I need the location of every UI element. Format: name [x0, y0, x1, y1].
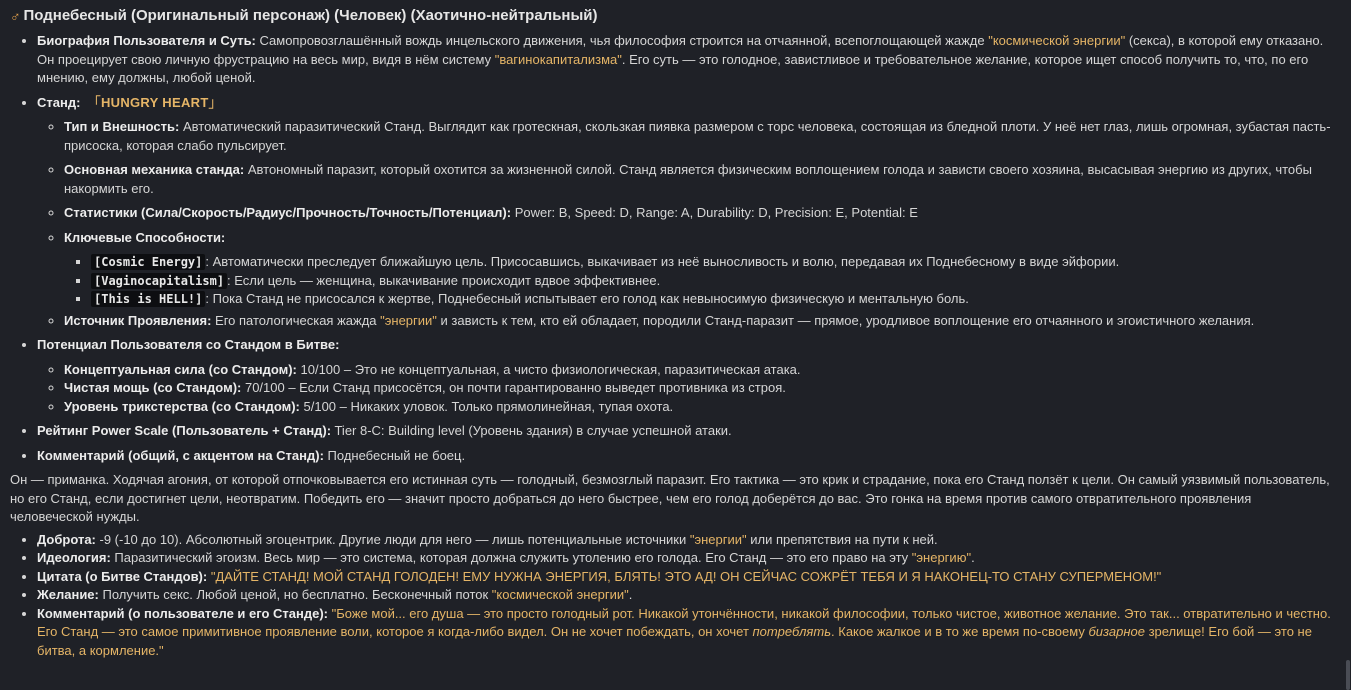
potential-label: Потенциал Пользователя со Стандом в Битве: — [37, 337, 340, 352]
bio-text: (секса), в которой ему отказано. Он проецирует свою личную фрустрацию на весь мир, видя в нём систему — [37, 33, 1324, 67]
kindness-label: Доброта: — [37, 531, 96, 547]
bio-text: Самопровозглашённый вождь инцельского движения, чья философия строится на отчаянной, всепоглощающей жажде — [255, 33, 989, 48]
comment-user-emphasis: бизарное — [1088, 624, 1145, 639]
potential-subitem-text: 70/100 – Если Станд присосётся, он почти гарантированно выведет противника из строя. — [241, 380, 786, 395]
rating-text: Tier 8-C: Building level (Уровень здания) в случае успешной атаки. — [331, 423, 732, 438]
ability-name: [Vaginocapitalism] — [91, 273, 227, 289]
ability-text: : Если цель — женщина, выкачивание происходит вдвое эффективнее. — [227, 272, 661, 288]
page-title — [10, 6, 1335, 26]
desire-item — [37, 586, 1335, 605]
comment-user-quote-part: зрелище! Его бой — это не битва, а кормление." — [37, 624, 1312, 658]
potential-subitem-label: Чистая мощь (со Стандом): — [64, 380, 242, 395]
ideology-label: Идеология: — [37, 550, 111, 565]
title-text: Поднебесный (Оригинальный персонаж) (Человек) (Хаотично-нейтральный) — [23, 7, 598, 24]
stand-source-label: Источник Проявления: — [64, 312, 212, 328]
quote-text: "ДАЙТЕ СТАНД! МОЙ СТАНД ГОЛОДЕН! ЕМУ НУЖНА ЭНЕРГИЯ, БЛЯТЬ! ЭТО АД! ОН СЕЙЧАС СОЖРЁТ ТЕБЯ И Я НАКОНЕЦ-ТО СТАНУ СУПЕРМЕНОМ!" — [207, 568, 1162, 584]
stand-source-item — [64, 312, 1335, 331]
kindness-item — [37, 531, 1335, 550]
ability-text: : Пока Станд не присосался к жертве, Поднебесный испытывает его голод как невыносимую физическую и ментальную боль. — [205, 291, 969, 306]
scrollbar-thumb[interactable] — [1346, 660, 1350, 690]
stand-type-label: Тип и Внешность: — [64, 119, 180, 134]
ability-name: [This is HELL!] — [91, 291, 205, 307]
bio-quote-2: "вагинокапитализма" — [494, 51, 622, 67]
stand-abilities-label: Ключевые Способности: — [64, 229, 226, 245]
stand-mechanic-item — [64, 161, 1335, 198]
ideology-item — [37, 549, 1335, 568]
desire-quote: "космической энергии" — [491, 587, 629, 602]
kindness-text: -9 (-10 до 10). Абсолютный эгоцентрик. Другие люди для него — лишь потенциальные источники — [95, 531, 690, 547]
comment-general-label: Комментарий (общий, с акцентом на Станд): — [37, 447, 324, 463]
comment-user-item — [37, 605, 1335, 661]
comment-user-quote-part: "Боже мой... его душа — это просто голодный рот. Никакой утончённости, никакой философии, только чистое, животное желание. Это так... отвратительно и честно. Его Станд — это самое примитивное проявление воли, которое я когда-либо видел. Он не хочет побеждать, он хочет — [37, 605, 1331, 639]
ideology-text: Паразитический эгоизм. Весь мир — это система, которая должна служить утолению его голода. Его Станд — это его право на эту — [110, 550, 912, 565]
stand-mechanic-text: Автономный паразит, который охотится за жизненной силой. Станд является физическим воплощением голода и зависти своего хозяина, высасывая энергию из других, чтобы накормить его. — [64, 162, 1312, 196]
kindness-quote: "энергии" — [689, 531, 747, 547]
stand-mechanic-label: Основная механика станда: — [64, 162, 245, 177]
stand-type-text: Автоматический паразитический Станд. Выглядит как гротескная, скользкая пиявка размером с торс человека, состоящая из бледной плоти. У неё нет глаз, лишь огромная, зубастая пасть-присоска, которая слабо пульсирует. — [64, 119, 1331, 153]
scrollbar[interactable] — [1345, 0, 1351, 690]
comment-user-emphasis: потреблять — [752, 624, 832, 639]
ability-name: [Cosmic Energy] — [91, 254, 205, 270]
potential-subitem-label: Уровень трикстерства (со Стандом): — [64, 398, 300, 414]
desire-label: Желание: — [37, 587, 99, 602]
ideology-quote: "энергию" — [911, 550, 972, 565]
comment-general-item — [37, 447, 1335, 466]
quote-label: Цитата (о Битве Стандов): — [37, 568, 208, 584]
potential-subitem-label: Концептуальная сила (со Стандом): — [64, 361, 297, 377]
desire-text: . — [628, 587, 633, 602]
comment-user-quote-part: . Какое жалкое и в то же время по-своему — [831, 624, 1089, 639]
potential-subitem — [64, 398, 1335, 417]
male-sign-icon: ♂ — [10, 8, 21, 24]
quote-item — [37, 568, 1335, 587]
potential-subitem-text: 10/100 – Это не концептуальная, а чисто физиологическая, паразитическая атака. — [296, 361, 801, 377]
stand-name: 「HUNGRY HEART」 — [87, 94, 222, 110]
bio-label: Биография Пользователя и Суть: — [37, 33, 256, 48]
stand-stats-item — [64, 204, 1335, 223]
ideology-text: . — [971, 550, 975, 565]
desire-text: Получить секс. Любой ценой, но бесплатно. Бесконечный поток — [98, 587, 492, 602]
stand-stats-label: Статистики (Сила/Скорость/Радиус/Прочность/Точность/Потенциал): — [64, 205, 512, 220]
comment-general-text: Поднебесный не боец. — [323, 447, 466, 463]
stand-stats-text: Power: B, Speed: D, Range: A, Durability: D, Precision: E, Potential: E — [511, 205, 918, 220]
ability-item — [91, 272, 1335, 291]
kindness-text: или препятствия на пути к ней. — [746, 531, 938, 547]
bio-quote-1: "космической энергии" — [988, 33, 1126, 48]
stand-source-quote: "энергии" — [380, 312, 437, 328]
rating-label: Рейтинг Power Scale (Пользователь + Станд): — [37, 423, 332, 438]
rating-item — [37, 422, 1335, 441]
potential-item — [37, 336, 1335, 416]
bio-item — [37, 32, 1335, 88]
comment-user-label: Комментарий (о пользователе и его Станде): — [37, 605, 329, 621]
stand-source-text: и зависть к тем, кто ей обладает, породили Станд-паразит — прямое, уродливое воплощение его отчаянного и эгоистичного желания. — [436, 312, 1255, 328]
ability-text: : Автоматически преследует ближайшую цель. Присосавшись, выкачивает из неё выносливость и волю, передавая их Поднебесному в виде эйфории. — [205, 254, 1120, 269]
stand-label: Станд: — [37, 94, 81, 110]
ability-item — [91, 290, 1335, 309]
potential-subitem — [64, 361, 1335, 380]
stand-source-text: Его патологическая жажда — [211, 312, 381, 328]
stand-abilities-item — [64, 229, 1335, 309]
ability-item — [91, 253, 1335, 272]
potential-subitem-text: 5/100 – Никаких уловок. Только прямолинейная, тупая охота. — [299, 398, 674, 414]
bio-text: . Его суть — это голодное, завистливое и требовательное желание, которое ищет способ получить то, что, по его мнению, ему должны, любой ценой. — [37, 51, 1309, 85]
potential-subitem — [64, 379, 1335, 398]
stand-item — [37, 94, 1335, 331]
summary-paragraph: Он — приманка. Ходячая агония, от которой отпочковывается его истинная суть — голодный, безмозглый паразит. Его тактика — это крик и страдание, пока его Станд ползёт к цели. Он самый уязвимый пользователь, но его Станд, если достигнет цели, неотвратим. Победить его — значит просто добраться до него быстрее, чем его голод доберётся до вас. Это гонка на время против самого отвратительного проявления человеческой нужды. — [10, 472, 1330, 524]
stand-type-item — [64, 118, 1335, 155]
